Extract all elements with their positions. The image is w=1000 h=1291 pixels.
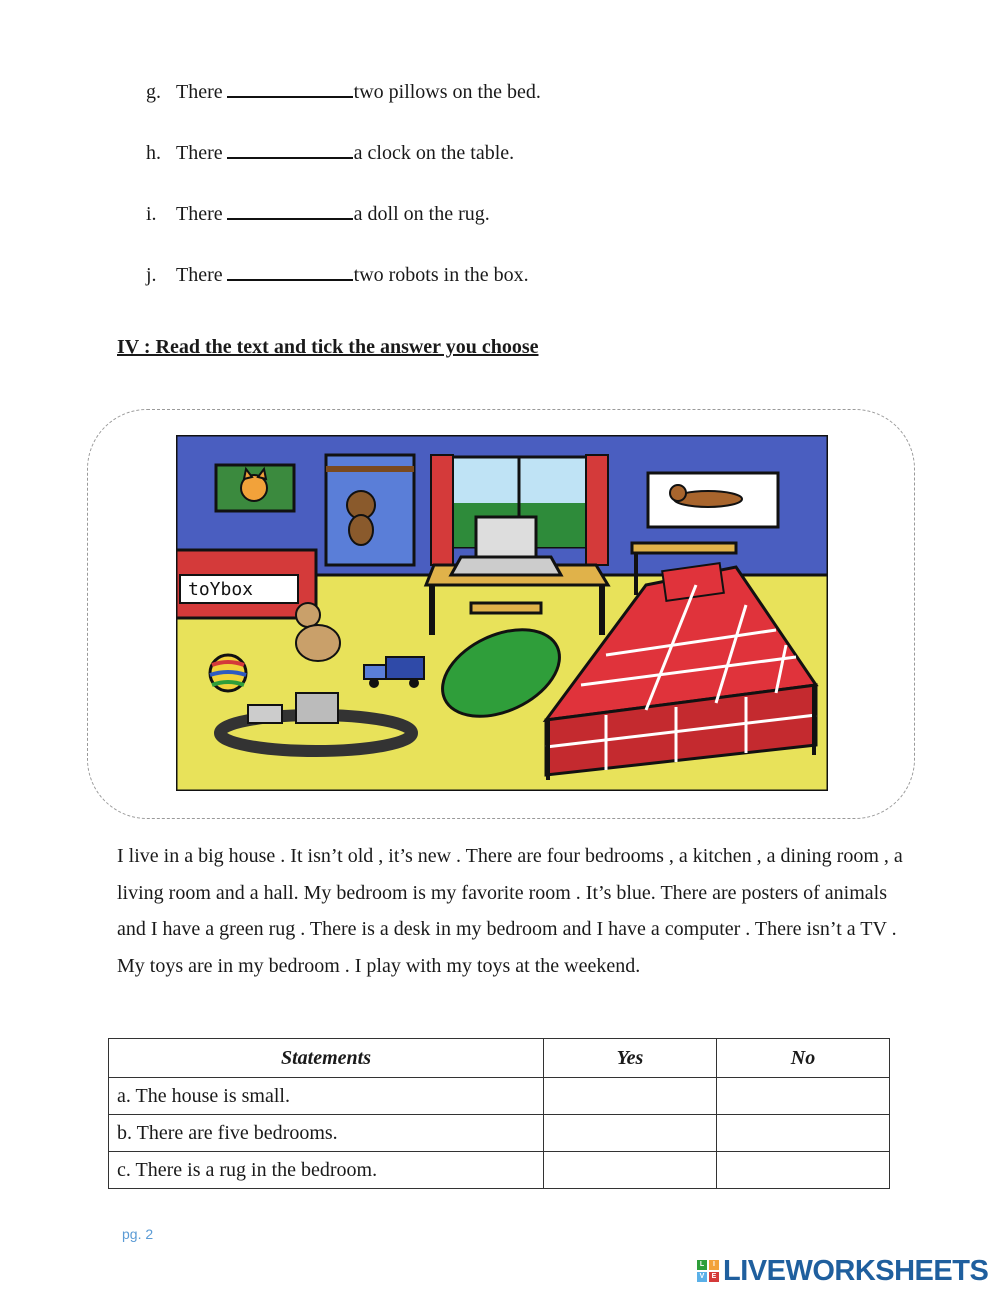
item-start: There bbox=[176, 81, 223, 103]
dog-poster bbox=[648, 473, 778, 527]
item-letter: i. bbox=[146, 203, 157, 225]
table-row bbox=[109, 1078, 890, 1115]
exercise-line-i bbox=[146, 200, 490, 226]
reading-passage: I live in a big house . It isn’t old , it’s new . There are four bedrooms , a kitchen , a dining room , a living room and a hall. My bedroom is my favorite room . It’s blue. There are posters of animals and I have a green rug . There is a desk in my bedroom and I have a computer . There isn’t a TV . My toys are in my bedroom . I play with my toys at the weekend. bbox=[117, 845, 903, 977]
header-no: No bbox=[717, 1039, 890, 1078]
answer-blank[interactable] bbox=[227, 139, 353, 159]
no-cell[interactable] bbox=[717, 1152, 890, 1189]
table-row bbox=[109, 1152, 890, 1189]
laptop-icon bbox=[476, 517, 536, 557]
statements-table bbox=[108, 1038, 890, 1189]
statement-text: c. There is a rug in the bedroom. bbox=[109, 1152, 544, 1189]
statement-text: a. The house is small. bbox=[109, 1078, 544, 1115]
item-end: two robots in the box. bbox=[353, 264, 529, 286]
answer-blank[interactable] bbox=[227, 261, 353, 281]
bedroom-illustration bbox=[176, 435, 828, 791]
table-row bbox=[109, 1115, 890, 1152]
item-end: a clock on the table. bbox=[353, 142, 515, 164]
logo-icon: L I V E bbox=[697, 1260, 719, 1282]
exercise-line-h bbox=[146, 139, 514, 165]
yes-cell[interactable] bbox=[544, 1152, 717, 1189]
exercise-line-j bbox=[146, 261, 529, 287]
item-start: There bbox=[176, 264, 223, 286]
statement-text: b. There are five bedrooms. bbox=[109, 1115, 544, 1152]
item-letter: j. bbox=[146, 264, 157, 286]
answer-blank[interactable] bbox=[227, 78, 353, 98]
item-letter: g. bbox=[146, 81, 161, 103]
yes-cell[interactable] bbox=[544, 1078, 717, 1115]
toybox-label: toYbox bbox=[188, 579, 254, 600]
item-start: There bbox=[176, 203, 223, 225]
no-cell[interactable] bbox=[717, 1115, 890, 1152]
yes-cell[interactable] bbox=[544, 1115, 717, 1152]
cat-poster bbox=[216, 465, 294, 511]
section-title: IV : Read the text and tick the answer you choose bbox=[117, 336, 539, 358]
no-cell[interactable] bbox=[717, 1078, 890, 1115]
answer-blank[interactable] bbox=[227, 200, 353, 220]
header-yes: Yes bbox=[544, 1039, 717, 1078]
item-end: two pillows on the bed. bbox=[353, 81, 541, 103]
item-start: There bbox=[176, 142, 223, 164]
exercise-line-g bbox=[146, 78, 541, 104]
item-end: a doll on the rug. bbox=[353, 203, 490, 225]
item-letter: h. bbox=[146, 142, 161, 164]
monkey-poster bbox=[326, 455, 414, 565]
ball bbox=[210, 655, 246, 691]
table-header-row bbox=[109, 1039, 890, 1078]
header-statements: Statements bbox=[109, 1039, 544, 1078]
toybox bbox=[176, 550, 316, 618]
logo-text: LIVEWORKSHEETS bbox=[723, 1254, 989, 1287]
page-number: pg. 2 bbox=[122, 1226, 154, 1242]
liveworksheets-logo[interactable] bbox=[697, 1254, 988, 1288]
